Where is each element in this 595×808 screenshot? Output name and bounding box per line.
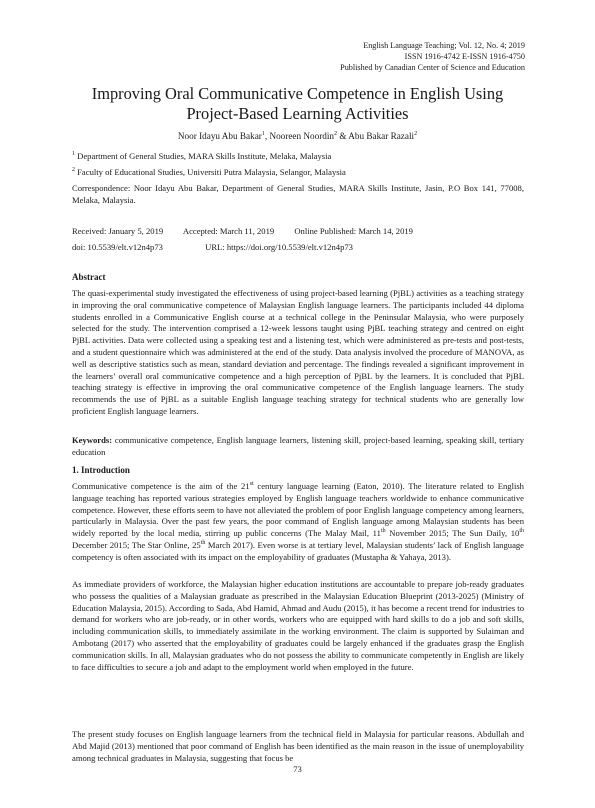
author-name: Abu Bakar Razali [348, 131, 415, 141]
received-date: Received: January 5, 2019 [72, 226, 164, 236]
ordinal-suffix: st [249, 481, 254, 488]
text-run: December 2015; The Star Online, 25 [72, 539, 201, 550]
body-paragraph: As immediate providers of workforce, the Malaysian higher education institutions are accountable to prepare job-ready graduates who possess the qualities of a Malaysian graduate as prescribed in the Malaysian Education Blueprint (2013-2025) (Ministry of Education Malaysia, 2015). According to Sada, Abd Hamid, Ahmad and Audu (2015), it has become a recent trend for industries to demand for workers who are job-ready, or in other words, workers who are equipped with hard skills to do a job and soft skills, including communication skills, to immediately assimilate in the working environment. The claim is supported by Sulaiman and Ambotang (2017) who asserted that the employability of graduates could be largely enhanced if the graduates grasp the English communication skills. In all, Malaysian graduates who do not possess the ability to communicate competently in English are likely to face difficulties to secure a job and adapt to the employment world when employed in the future. [72, 579, 524, 672]
text-run: November 2015; The Sun Daily, 10 [385, 528, 520, 539]
online-date: Online Published: March 14, 2019 [294, 226, 413, 236]
affiliation-text: Faculty of Educational Studies, Universiti Putra Malaysia, Selangor, Malaysia [77, 167, 346, 177]
author-name: Nooreen Noordin [269, 131, 335, 141]
author-affiliation-marker: 2 [414, 130, 418, 137]
issn-line: ISSN 1916-4742 E-ISSN 1916-4750 [404, 52, 525, 61]
page-number: 73 [293, 764, 302, 774]
doi[interactable]: doi: 10.5539/elt.v12n4p73 [72, 242, 163, 252]
affiliation-marker: 2 [72, 167, 75, 174]
author-separator: , [264, 131, 270, 141]
text-run: century language learning (Eaton, 2010). The literature related to English language teaching has reported various strategies employed by English language teachers worldwide to enhance communicative competence. However, these efforts seem to have not alleviated the problem of poor English language competency among learners, particularly in Malaysia. Over the past few years, the poor command of English language among Malaysian students has been widely reported by the local media, stirring up public concerns (The Malay Mail, 11 [72, 481, 524, 539]
keywords-label: Keywords: [72, 435, 113, 445]
doi-line [72, 242, 524, 254]
ordinal-suffix: th [519, 528, 524, 535]
author-name: Noor Idayu Abu Bakar [177, 131, 262, 141]
journal-line: English Language Teaching; Vol. 12, No. 4; 2019 [363, 41, 525, 50]
ordinal-suffix: th [380, 528, 386, 535]
paper-title [60, 84, 535, 124]
correspondence: Correspondence: Noor Idayu Abu Bakar, Department of General Studies, MARA Skills Institute, Jasin, P.O Box 141, 77008, Melaka, Malaysia. [72, 183, 524, 205]
affiliation-text: Department of General Studies, MARA Skills Institute, Melaka, Malaysia [77, 151, 332, 161]
author-separator: & [337, 131, 349, 141]
body-paragraph: The present study focuses on English language learners from the technical field in Malaysia for particular reasons. Abdullah and Abd Majid (2013) mentioned that poor command of English has been identified as the main reason in the issue of unemployability among technical graduates in Malaysia, suggesting that focus be [72, 729, 524, 763]
author-affiliation-marker: 2 [334, 130, 338, 137]
title-line-1: Improving Oral Communicative Competence in English Using [91, 84, 504, 103]
publication-dates [72, 226, 524, 238]
title-line-2: Project-Based Learning Activities [186, 104, 409, 123]
keywords-text: communicative competence, English language learners, listening skill, project-based learning, speaking skill, tertiary education [72, 435, 524, 457]
affiliation [72, 167, 524, 179]
author-list [60, 131, 535, 141]
abstract-text: The quasi-experimental study investigated the effectiveness of using project-based learning (PjBL) activities as a teaching strategy in improving the oral communicative competence of Malaysian English language learners. The participants included 44 diploma students enrolled in a Communicative English course at a technical college in the Peninsular Malaysia, who were purposely selected for the study. The intervention comprised a 12-week lessons taught using PjBL teaching strategy and centred on eight PjBL activities. Data were collected using a speaking test and a listening test, which were administered as pre-tests and post-tests, and a student questionnaire which was administered at the end of the study. Data analysis involved the procedure of MANOVA, as well as descriptive statistics such as mean, standard deviation and percentage. The findings revealed a significant improvement in the learners’ overall oral communicative competence and a high perception of PjBL by the learners. It is concluded that PjBL teaching strategy is effective in improving the oral communicative competence of the English language learners. The study recommends the use of PjBL as a suitable English language teaching strategy for technical students who are generally low proficient English language learners. [72, 288, 524, 416]
publisher-line: Published by Canadian Center of Science and Education [340, 63, 525, 72]
text-run: Communicative competence is the aim of the 21 [72, 481, 250, 491]
text-run: March 2017). Even worse is at tertiary level, Malaysian students’ lack of English language competency is often associated with its impact on the employability of graduates (Mustapha & Yahaya, 2013). [72, 539, 524, 562]
abstract-heading: Abstract [72, 272, 106, 282]
body-paragraph [72, 481, 524, 564]
affiliation-marker: 1 [72, 151, 75, 158]
running-header [340, 40, 525, 73]
author-affiliation-marker: 1 [261, 130, 265, 137]
section-heading: 1. Introduction [72, 465, 130, 475]
affiliation [72, 151, 524, 163]
ordinal-suffix: th [200, 540, 206, 547]
doi-url[interactable]: URL: https://doi.org/10.5539/elt.v12n4p73 [205, 242, 353, 252]
keywords [72, 435, 524, 459]
accepted-date: Accepted: March 11, 2019 [182, 226, 275, 236]
